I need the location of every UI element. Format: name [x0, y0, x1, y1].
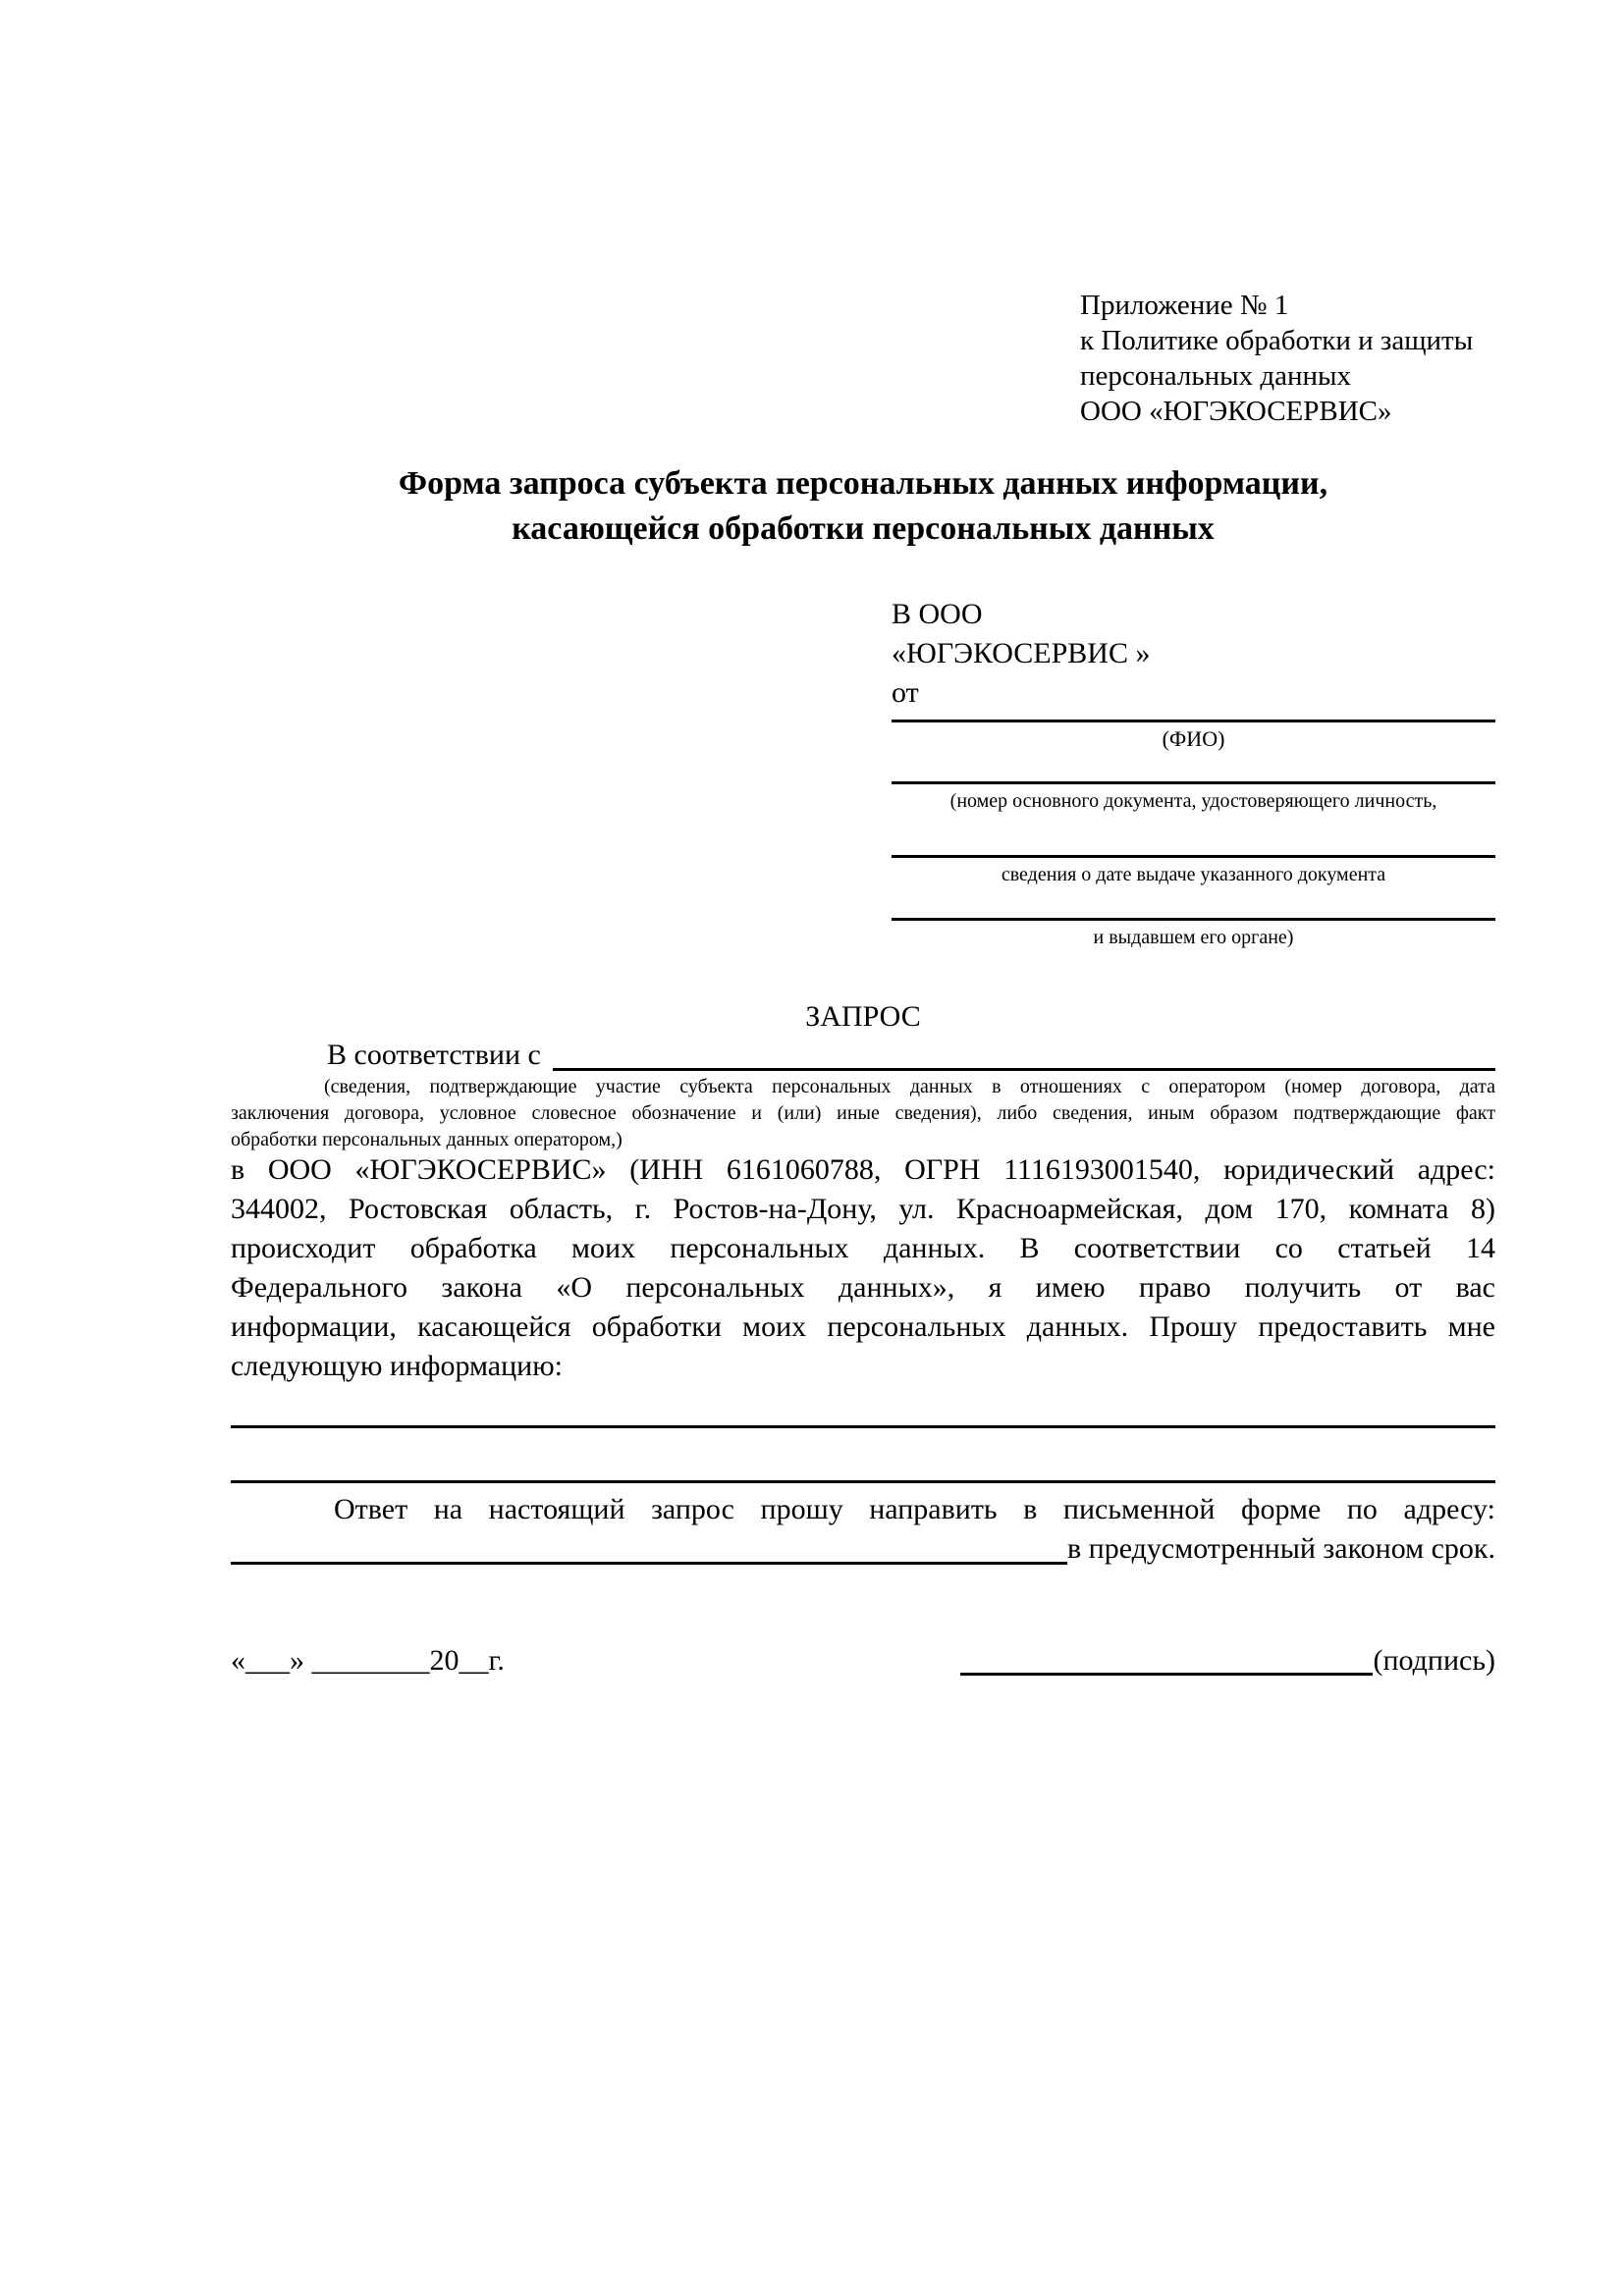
fio-blank-line: [892, 720, 1495, 722]
note-line: обработки персональных данных оператором,): [231, 1129, 623, 1150]
date-blank: «___» ________20__г.: [231, 1644, 505, 1677]
body-line: происходит обработка моих персональных данных. В соответствии со статьей 14: [231, 1232, 1495, 1264]
document-title-line1: Форма запроса субъекта персональных данных информации,: [398, 465, 1328, 502]
appendix-header-line: ООО «ЮГЭКОСЕРВИС»: [1080, 396, 1392, 427]
document-number-blank-line: [892, 781, 1495, 784]
information-blank-line-1: [231, 1425, 1495, 1428]
body-line: в ООО «ЮГЭКОСЕРВИС» (ИНН 6161060788, ОГРН 1116193001540, юридический адрес:: [231, 1153, 1495, 1186]
address-blank-line: [231, 1529, 1067, 1565]
information-blank-line-2: [231, 1480, 1495, 1483]
document-title: [231, 461, 1495, 552]
addressee-line2: «ЮГЭКОСЕРВИС »: [892, 637, 1151, 669]
signature-blank-line: [960, 1641, 1373, 1676]
document-title-line2: касающейся обработки персональных данных: [512, 510, 1215, 547]
issuing-authority-blank-line: [892, 918, 1495, 921]
issue-date-caption: сведения о дате выдаче указанного документа: [1001, 864, 1386, 885]
note-line: заключения договора, условное словесное обозначение и (или) иные сведения), либо сведения, иным образом подтверждающие факт: [231, 1102, 1495, 1124]
explanatory-note: [231, 1074, 1495, 1153]
document-number-caption: (номер основного документа, удостоверяющего личность,: [949, 790, 1437, 812]
intro-blank-line: [553, 1037, 1495, 1071]
appendix-header-line: к Политике обработки и защиты: [1080, 325, 1474, 356]
body-line: 344002, Ростовская область, г. Ростов-на-Дону, ул. Красноармейская, дом 170, комната 8): [231, 1193, 1495, 1225]
addressee-block: [892, 595, 1150, 713]
date-signature-row: [231, 1641, 1495, 1681]
issuing-authority-caption: и выдавшем его органе): [1093, 927, 1294, 948]
fio-caption: (ФИО): [1162, 726, 1225, 751]
request-body: [231, 1150, 1495, 1386]
request-heading: ЗАПРОС: [805, 1000, 921, 1033]
appendix-header-line: персональных данных: [1080, 360, 1352, 392]
signature-caption: (подпись): [1373, 1644, 1495, 1677]
body-line: Федерального закона «О персональных данных», я имею право получить от вас: [231, 1271, 1495, 1304]
appendix-header-line: Приложение № 1: [1080, 290, 1289, 321]
footer-spacer: [505, 1641, 961, 1681]
intro-prefix: В соответствии с: [327, 1039, 541, 1071]
addressee-line1: В ООО: [892, 598, 983, 630]
reply-tail-text: в предусмотренный законом срок.: [1067, 1532, 1495, 1565]
note-line: (сведения, подтверждающие участие субъекта персональных данных в отношениях с оператором (номер договора, дата: [324, 1076, 1495, 1097]
reply-request-line: Ответ на настоящий запрос прошу направить в письменной форме по адресу:: [334, 1493, 1495, 1525]
intro-row: [231, 1037, 1495, 1074]
appendix-header: [1080, 288, 1473, 429]
reply-address-row: [231, 1529, 1495, 1569]
addressee-line3: от: [892, 676, 919, 709]
body-line: следующую информацию:: [231, 1350, 563, 1382]
issue-date-blank-line: [892, 855, 1495, 858]
body-line: информации, касающейся обработки моих персональных данных. Прошу предоставить мне: [231, 1310, 1495, 1343]
